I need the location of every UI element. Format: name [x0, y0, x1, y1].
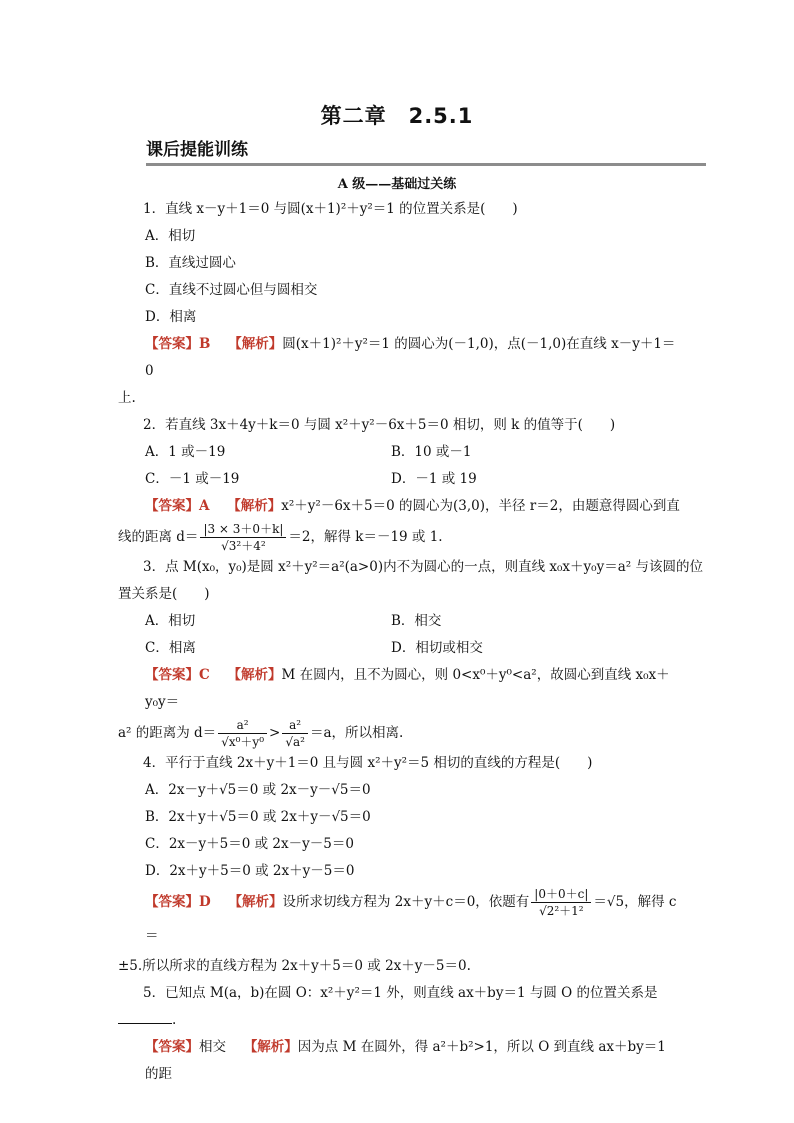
q3-option-c: C．相离 [145, 640, 196, 656]
level-title: A 级——基础过关练 [337, 177, 457, 192]
q2-options-row1 [118, 439, 680, 466]
q4-option-d: D．2x＋y＋5＝0 或 2x＋y－5＝0 [145, 863, 355, 879]
q4-stem: 4．平行于直线 2x＋y＋1＝0 且与圆 x²＋y²＝5 相切的直线的方程是( ) [143, 755, 593, 771]
q4-answer: 【答案】D 【解析】设所求切线方程为 2x＋y＋c＝0，依题有 $\frac{|0+0+c|}{\text{√2²＋1²}}$ ＝√5，解得 c＝ [145, 887, 677, 944]
radius-fraction: $\frac{\text{a²}}{\text{√a²}}$ [282, 717, 308, 750]
answer-tag: 【答案】C [145, 667, 210, 683]
analysis-tag: 【解析】 [228, 336, 283, 352]
q1-option-c: C．直线不过圆心但与圆相交 [145, 282, 318, 298]
analysis-tag: 【解析】 [243, 1039, 298, 1055]
q3-option-a: A．相切 [145, 613, 196, 629]
q3-option-b: B．相交 [391, 613, 442, 629]
question-list [118, 196, 703, 1088]
distance-fraction: $\frac{|3 \times 3+0+k|}{\text{√3²＋4²}}$ [200, 521, 286, 554]
q3-stem-cont: 置关系是( ) [118, 586, 210, 602]
distance-fraction: $\frac{\text{a²}}{\text{√x⁰＋y⁰}}$ [218, 717, 267, 750]
q1-answer [118, 331, 680, 385]
q2-analysis-text: x²＋y²－6x＋5＝0 的圆心为(3,0)，半径 r＝2，由题意得圆心到直 [281, 498, 680, 514]
q3-answer [118, 662, 680, 716]
q4-analysis-cont: ±5.所以所求的直线方程为 2x＋y＋5＝0 或 2x＋y－5＝0. [118, 958, 471, 974]
q3-options-row2 [118, 635, 680, 662]
q3-analysis-formula: a² 的距离为 d＝ $\frac{\text{a²}}{\text{√x⁰＋y⁰}}$ > $\frac{\text{a²}}{\text{√a²}}$ ＝a，所以相离. [118, 718, 404, 749]
q3-analysis-text: M 在圆内，且不为圆心，则 0<x⁰＋y⁰<a²，故圆心到直线 x₀x＋y₀y＝ [145, 667, 670, 710]
analysis-tag: 【解析】 [227, 498, 282, 514]
q1-stem: 1．直线 x－y＋1＝0 与圆(x＋1)²＋y²＝1 的位置关系是( ) [143, 201, 518, 217]
q5-stem: 5．已知点 M(a，b)在圆 O：x²＋y²＝1 外，则直线 ax＋by＝1 与圆 O 的位置关系是 [143, 985, 658, 1001]
q1-analysis-cont: 上. [118, 390, 136, 406]
q1-option-a: A．相切 [145, 228, 196, 244]
q4-option-b: B．2x＋y＋√5＝0 或 2x＋y－√5＝0 [145, 809, 371, 825]
q3-option-d: D．相切或相交 [391, 640, 483, 656]
q5-stem-cont: . [118, 1007, 680, 1034]
q1-option-b: B．直线过圆心 [145, 255, 236, 271]
chapter-title: 第二章 2.5.1 [320, 104, 474, 128]
answer-tag: 【答案】B [145, 336, 211, 352]
answer-tag: 【答案】 [145, 1039, 199, 1055]
q4-option-a: A．2x－y＋√5＝0 或 2x－y－√5＝0 [145, 782, 371, 798]
q2-option-b: B．10 或－1 [391, 444, 472, 460]
q2-answer [118, 493, 680, 520]
q2-stem: 2．若直线 3x＋4y＋k＝0 与圆 x²＋y²－6x＋5＝0 相切，则 k 的值等于( ) [143, 417, 616, 433]
q2-analysis-formula: 线的距离 d＝ $\frac{|3 \times 3+0+k|}{\text{√3²＋4²}}$ ＝2，解得 k＝－19 或 1. [118, 522, 443, 553]
q2-option-d: D．－1 或 19 [391, 471, 477, 487]
section-heading: 课后提能训练 [146, 135, 706, 166]
q1-option-d: D．相离 [145, 309, 197, 325]
q2-option-c: C．－1 或－19 [145, 471, 240, 487]
q3-options-row1 [118, 608, 680, 635]
q5-analysis-text: 因为点 M 在圆外，得 a²＋b²>1，所以 O 到直线 ax＋by＝1 的距 [145, 1039, 666, 1082]
answer-blank [118, 1023, 172, 1024]
q3-stem: 3．点 M(x₀，y₀)是圆 x²＋y²＝a²(a>0)内不为圆心的一点，则直线 x₀x＋y₀y＝a² 与该圆的位 [143, 559, 703, 575]
q5-answer [118, 1034, 680, 1088]
q5-answer-value: 相交 [199, 1039, 226, 1055]
analysis-tag: 【解析】 [228, 894, 283, 910]
q2-options-row2 [118, 466, 680, 493]
q4-option-c: C．2x－y＋5＝0 或 2x－y－5＝0 [145, 836, 354, 852]
answer-tag: 【答案】A [145, 498, 210, 514]
q2-option-a: A．1 或－19 [145, 444, 226, 460]
distance-fraction: $\frac{|0+0+c|}{\text{√2²＋1²}}$ [531, 886, 591, 919]
answer-tag: 【答案】D [145, 894, 211, 910]
analysis-tag: 【解析】 [227, 667, 282, 683]
q1-analysis-text: 圆(x＋1)²＋y²＝1 的圆心为(－1,0)，点(－1,0)在直线 x－y＋1＝0 [145, 336, 676, 379]
